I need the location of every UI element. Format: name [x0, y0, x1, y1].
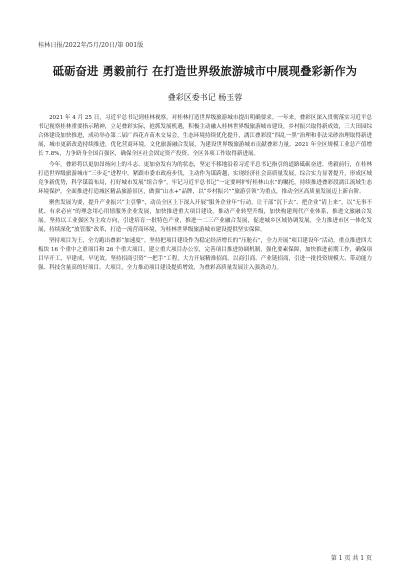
publication-info: 桂林日报/2022年/5月/20日/第 001版: [38, 42, 144, 49]
paragraph: 2021 年 4 月 25 日，习近平总书记到桂林视察，对桂林打造世界级旅游城市提出明确要求。一年来，叠彩区深入贯彻落实习近平总书记视察桂林重要指示精神，立足叠彩实际，抢抓发展机遇，积极主动融入桂林世界级旅游城市建设，乡村振兴取得新成效，三大田园综合体建设加快推进，成功举办第二届广西花卉苗木交易会，生态环境持续优化提升，漓江叠彩段“四乱一黑”治理和非法采砂治理取得新进展，城市更新改造持续推进，优化营商环境，文化旅游融合发展，为建设世界级旅游城市贡献叠彩力量。2021 年全区规模工业总产值增长 7.8%，力争跻身全国百强区，确保全区社会固定资产投资、全区各项工作取得新进展。: [38, 115, 372, 158]
article-title: 砥砺奋进 勇毅前行 在打造世界级旅游城市中展现叠彩新作为: [52, 64, 358, 78]
paragraph: 今年，叠彩将以更加昂扬向上的斗志、更加奋发有为的状态，坚定不移地沿着习近平总书记指引的道路砥砺奋进、勇毅前行，在桂林打造世界级旅游城市“三步走”进程中，紧跟市委市政府步伐，主动作为谋跨越，实现经济社会高质量发展，综合实力显著提升，形成区域竞争新优势，科学谋篇布局，打好城市发展“组合拳”，牢记习近平总书记“一定要呵护好桂林山水”的嘱托，持续推进叠彩段漓江流域生态环境保护，全面推进打造城区精品旅游景区，做强“山水+”品牌，以“乡村振兴”“旅游引领”为重点，推动全区高质量发展迈上新台阶。: [38, 161, 372, 196]
paragraph: 聚焦发展为要，提升产业振兴“主引擎”，动员全区上下深入开展“服务企业年”行动，让干部“沉下去”、把企业“请上来”，以“无事不扰、有求必应”的理念用心用情服务企业发展，加快推进重大项目建设，推动产业转型升级，加快构建现代产业体系，推进文旅融合发展。坚持以工业强区为主攻方向，引进培育一批特色产业，推进一二三产业融合发展，促进城乡区域协调发展，全力推进市区一体化发展，持续深化“放管服”改革，打造一流营商环境，为桂林世界级旅游城市建设提供坚实保障。: [38, 199, 372, 234]
page-number: 第 1 页 共 1 页: [330, 555, 372, 562]
article-body: [38, 114, 372, 275]
paragraph: 坚持项目为王，全力跑出叠彩“加速度”。坚持把项目建设作为稳定经济增长的“压舱石”，全力开展“项目建设年”活动，重点推进四大板块 16 个重中之重项目和 26 个重大项目，建立重大项目办公室，完善项目推进协调机制，强化要素保障，加快推进前期工作，确保项目早开工、早建成、早见效。坚持招商引资“一把手”工程，大力开展精准招商、以商引商、产业链招商，引进一批投资规模大、带动能力强、科技含量高的好项目、大项目，全力推动项目建设提质增效，为叠彩高质量发展注入强劲动力。: [38, 237, 372, 271]
article-byline: 叠彩区委书记 杨玉蓉: [167, 93, 243, 102]
